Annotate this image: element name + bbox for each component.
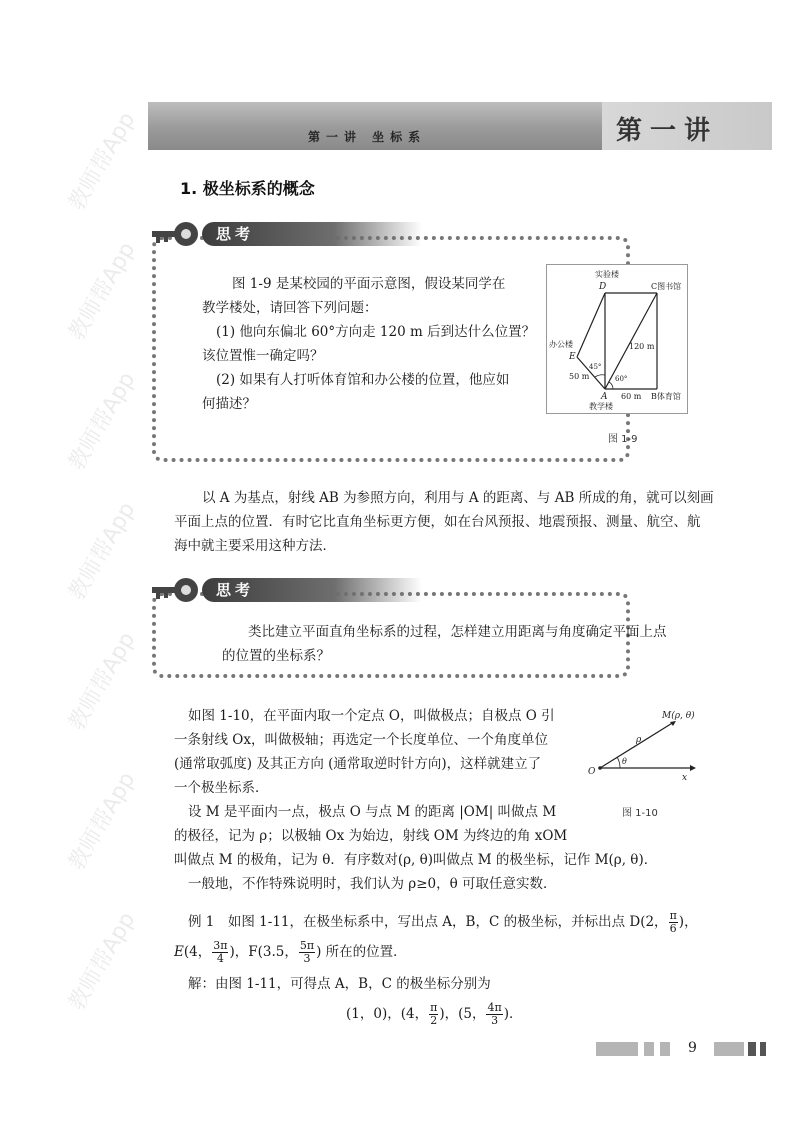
para2-line1: 如图 1-10，在平面内取一个定点 O，叫做极点；自极点 O 引 <box>188 708 555 724</box>
page-number: 9 <box>688 1040 697 1056</box>
para2-line5: 设 M 是平面内一点，极点 O 与点 M 的距离 |OM| 叫做点 M <box>188 804 557 820</box>
para2-line6: 的极径，记为 ρ；以极轴 Ox 为始边，射线 OM 为终边的角 xOM <box>174 828 568 844</box>
think2-line2: 的位置的坐标系？ <box>222 648 330 664</box>
label-120m: 120 m <box>629 342 655 351</box>
para1-line2: 平面上点的位置．有时它比直角坐标更方便，如在台风预报、地震预报、测量、航空、航 <box>174 514 701 530</box>
polar-axis-diagram <box>586 702 700 782</box>
label-teach: 教学楼 <box>589 402 613 411</box>
campus-diagram <box>547 265 687 413</box>
label-D: D <box>599 282 607 292</box>
chapter-subtitle: 第一讲 坐标系 <box>308 130 427 144</box>
para2-line3: (通常取弧度) 及其正方向 (通常取逆时针方向)，这样就建立了 <box>174 756 542 772</box>
fraction-4pi-3: $\frac{4\pi}{3}$ <box>487 1001 502 1027</box>
example-line2: E(4， $\frac{3\pi}{4}$ )，F(3.5， $\frac{5\pi}{3}$ ) 所在的位置． <box>174 939 407 965</box>
figure-1-9 <box>546 264 688 414</box>
label-45deg: 45° <box>589 363 602 371</box>
think-label-1 <box>150 214 422 254</box>
label-50m: 50 m <box>569 372 590 381</box>
para2-line8: 一般地，不作特殊说明时，我们认为 ρ≥0，θ 可取任意实数． <box>188 876 557 892</box>
point-d-close: )， <box>678 914 698 930</box>
think1-q1b: 该位置惟一确定吗？ <box>202 348 324 364</box>
watermark-text: 教师帮App <box>64 768 141 875</box>
chapter-header <box>148 102 772 150</box>
label-theta: θ <box>622 757 627 766</box>
chapter-title: 第一讲 <box>616 116 719 146</box>
label-x: x <box>682 773 688 782</box>
watermark-text: 教师帮App <box>64 498 141 605</box>
key-icon <box>150 570 202 610</box>
label-rho: ρ <box>636 735 642 745</box>
key-icon <box>150 214 202 254</box>
think-badge: 思考 <box>202 222 422 246</box>
label-gym: B体育馆 <box>651 392 681 401</box>
fraction-5pi-3: $\frac{5\pi}{3}$ <box>299 939 315 965</box>
chapter-tab <box>602 102 772 150</box>
para2-line4: 一个极坐标系． <box>174 780 269 796</box>
watermark-text: 教师帮App <box>64 108 141 215</box>
para1-line1: 以 A 为基点，射线 AB 为参照方向，利用与 A 的距离、与 AB 所成的角，就可以刻画 <box>202 490 714 506</box>
figure-1-10-caption: 图 1-10 <box>622 808 658 819</box>
label-library: C图书馆 <box>651 282 682 291</box>
label-E: E <box>569 352 576 362</box>
fraction-3pi-4: $\frac{3\pi}{4}$ <box>213 939 228 965</box>
label-60deg: 60° <box>615 375 628 383</box>
section-title: 1. 极坐标系的概念 <box>180 179 315 198</box>
fraction-pi-2: $\frac{\pi}{2}$ <box>430 1001 438 1027</box>
example-line1 <box>188 910 698 935</box>
label-office: 办公楼 <box>549 340 573 349</box>
solution-line: 解：由图 1-11，可得点 A，B，C 的极坐标分别为 <box>188 976 491 992</box>
watermark-text: 教师帮App <box>64 908 141 1015</box>
label-60m: 60 m <box>621 392 642 401</box>
para2-line2: 一条射线 Ox，叫做极轴；再选定一个长度单位、一个角度单位 <box>174 732 548 748</box>
watermark-text: 教师帮App <box>64 238 141 345</box>
label-O: O <box>588 767 596 777</box>
think-badge: 思考 <box>202 578 422 602</box>
label-M: M(ρ, θ) <box>662 711 695 721</box>
fraction-pi-6: $\frac{\pi}{6}$ <box>669 909 677 935</box>
figure-1-9-caption: 图 1-9 <box>608 434 638 445</box>
figure-1-10 <box>586 702 700 782</box>
watermark-text: 教师帮App <box>64 628 141 735</box>
think1-line2: 教学楼处，请回答下列问题： <box>202 300 378 316</box>
think1-q2a: (2) 如果有人打听体育馆和办公楼的位置，他应如 <box>216 372 510 388</box>
example-lead: 例 1 如图 1-11，在极坐标系中，写出点 A，B，C 的极坐标，并标出点 D <box>188 914 641 930</box>
think2-line1: 类比建立平面直角坐标系的过程，怎样建立用距离与角度确定平面上点 <box>248 624 667 640</box>
think1-line1: 图 1-9 是某校园的平面示意图，假设某同学在 <box>232 276 506 292</box>
point-d-open: (2， <box>640 914 668 930</box>
para2-line7: 叫做点 M 的极角，记为 θ．有序数对(ρ, θ)叫做点 M 的极坐标，记作 M(ρ, θ)． <box>174 852 658 868</box>
think1-q2b: 何描述？ <box>202 396 256 412</box>
solution-coords: (1，0)，(4， $\frac{\pi}{2}$ )，(5， $\frac{4\pi}{3}$ )． <box>346 1001 523 1027</box>
watermark-text: 教师帮App <box>64 368 141 475</box>
think1-q1a: (1) 他向东偏北 60°方向走 120 m 后到达什么位置？ <box>216 324 536 340</box>
label-lab: 实验楼 <box>595 270 619 279</box>
label-A: A <box>601 392 608 402</box>
think-label-2 <box>150 570 422 610</box>
para1-line3: 海中就主要采用这种方法． <box>174 538 336 554</box>
